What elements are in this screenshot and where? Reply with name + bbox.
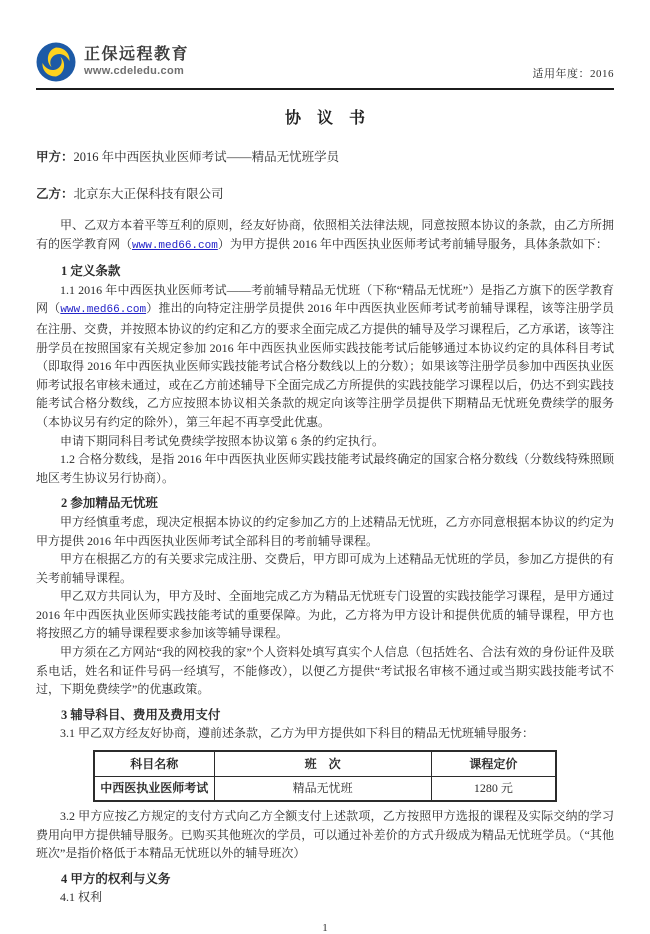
brand-text [84, 46, 189, 77]
document-header [36, 0, 614, 90]
section-1-renewal-paragraph: 申请下期同科目考试免费续学按照本协议第 6 条的约定执行。 [60, 433, 385, 448]
section-1-heading: 1 定义条款 [61, 264, 121, 279]
brand-block [36, 42, 189, 82]
section-2-paragraph-2: 甲方在根据乙方的有关要求完成注册、交费后，甲方即可成为上述精品无忧班的学员，参加乙方提供的有关考前辅导课程。 [36, 552, 614, 585]
applicable-year-label: 适用年度：2016 [532, 68, 614, 80]
intro-text-before: 甲、乙双方本着平等互利的原则，经友好协商，依照相关法律法规，同意按照本协议的条款，由乙方所拥有的医学教育网（ [36, 218, 614, 251]
intro-text-after: ）为甲方提供 2016 年中西医执业医师考试考前辅导服务，具体条款如下： [217, 236, 608, 251]
section-2-paragraph-4: 甲方须在乙方网站“我的网校我的家”个人资料处填写真实个人信息（包括姓名、合法有效的身份证件及联系电话，姓名和证件号码一经填写，不能修改），以便乙方提供“考试报名审核不通过或当期实践技能考试不过，下期免费续学”的优惠政策。 [36, 645, 614, 697]
section-1-1-text-after: ）推出的向特定注册学员提供 2016 年中西医执业医师考试考前辅导课程，该等注册学员在注册、交费，并按照本协议的约定和乙方的要求全面完成乙方提供的辅导及学习课程后，乙方承诺，该等注册学员在按照国家有关规定参加 2016 年中西医执业医师实践技能考试后能够通过本协议约定的具体科目考试（即取得 2016 年中西医执业医师实践技能考试合格分数线以上的分数）；如果该等注册学员参加中西医执业医师考试报名审核未通过，或在乙方前述辅导下全面完成乙方所提供的实践技能学习课程以后，仍达不到实践技能考试合格分数线，乙方应按照本协议相关条款的规定向该等注册学员提供下期精品无忧班免费续学的服务（本协议另有约定的除外），第三年起不再享受此优惠。 [36, 301, 614, 429]
section-1-2-paragraph: 1.2 合格分数线，是指 2016 年中西医执业医师实践技能考试最终确定的国家合格分数线（分数线特殊照顾地区考生协议另行协商）。 [36, 452, 614, 485]
table-header-row [94, 751, 556, 777]
section-2-heading: 2 参加精品无忧班 [61, 496, 158, 511]
cdeledu-logo-icon [36, 42, 76, 82]
med66-link-2[interactable]: www.med66.com [60, 304, 147, 317]
table-cell-subject: 中西医执业医师考试 [94, 777, 214, 802]
table-header-price: 课程定价 [431, 751, 556, 777]
table-cell-class: 精品无忧班 [214, 777, 431, 802]
table-row [94, 777, 556, 802]
med66-link-1[interactable]: www.med66.com [132, 239, 218, 252]
table-header-class: 班 次 [214, 751, 431, 777]
party-b-value: 北京东大正保科技有限公司 [73, 187, 224, 201]
party-a-label: 甲方： [36, 150, 74, 164]
brand-url: www.cdeledu.com [84, 64, 185, 77]
section-3-heading: 3 辅导科目、费用及费用支付 [61, 707, 221, 722]
course-fee-table [93, 750, 557, 802]
section-2-paragraph-3: 甲乙双方共同认为，甲方及时、全面地完成乙方为精品无忧班专门设置的实践技能学习课程，是甲方通过 2016 年中西医执业医师实践技能考试的重要保障。为此，乙方将为甲方设计和提供优质的辅导课程，甲方也将按照乙方的辅导课程要求参加该等辅导课程。 [36, 589, 614, 641]
section-1-1-text-before: 1.1 2016 年中西医执业医师考试——考前辅导精品无忧班（下称“精品无忧班”）是指乙方旗下的医学教育网（ [36, 282, 614, 316]
section-4-1-paragraph: 4.1 权利 [60, 890, 103, 905]
party-a-line [36, 147, 614, 165]
brand-name: 正保远程教育 [84, 46, 190, 64]
party-b-line [36, 184, 614, 202]
table-header-subject: 科目名称 [94, 751, 214, 777]
intro-paragraph [36, 216, 614, 255]
party-b-label: 乙方： [36, 187, 74, 201]
table-cell-price: 1280 元 [431, 777, 556, 802]
section-2-paragraph-1: 甲方经慎重考虑，现决定根据本协议的约定参加乙方的上述精品无忧班，乙方亦同意根据本协议的约定为甲方提供 2016 年中西医执业医师考试全部科目的考前辅导课程。 [36, 514, 614, 548]
party-a-value: 2016 年中西医执业医师考试——精品无忧班学员 [73, 150, 340, 164]
section-3-2-paragraph: 3.2 甲方应按乙方规定的支付方式向乙方全额支付上述款项，乙方按照甲方选报的课程及实际交纳的学习费用向甲方提供辅导服务。已购买其他班次的学员，可以通过补差价的方式升级成为精品无忧班学员。（“其他班次”是指价格低于本精品无忧班以外的辅导班次） [36, 809, 614, 861]
section-4-heading: 4 甲方的权利与义务 [61, 871, 171, 886]
section-3-1-paragraph: 3.1 甲乙双方经友好协商，遵前述条款，乙方为甲方提供如下科目的精品无忧班辅导服务： [60, 726, 535, 741]
page-number: 1 [322, 922, 328, 934]
document-title: 协 议 书 [284, 110, 371, 127]
document-body [36, 216, 614, 907]
section-1-1-paragraph [36, 281, 614, 432]
